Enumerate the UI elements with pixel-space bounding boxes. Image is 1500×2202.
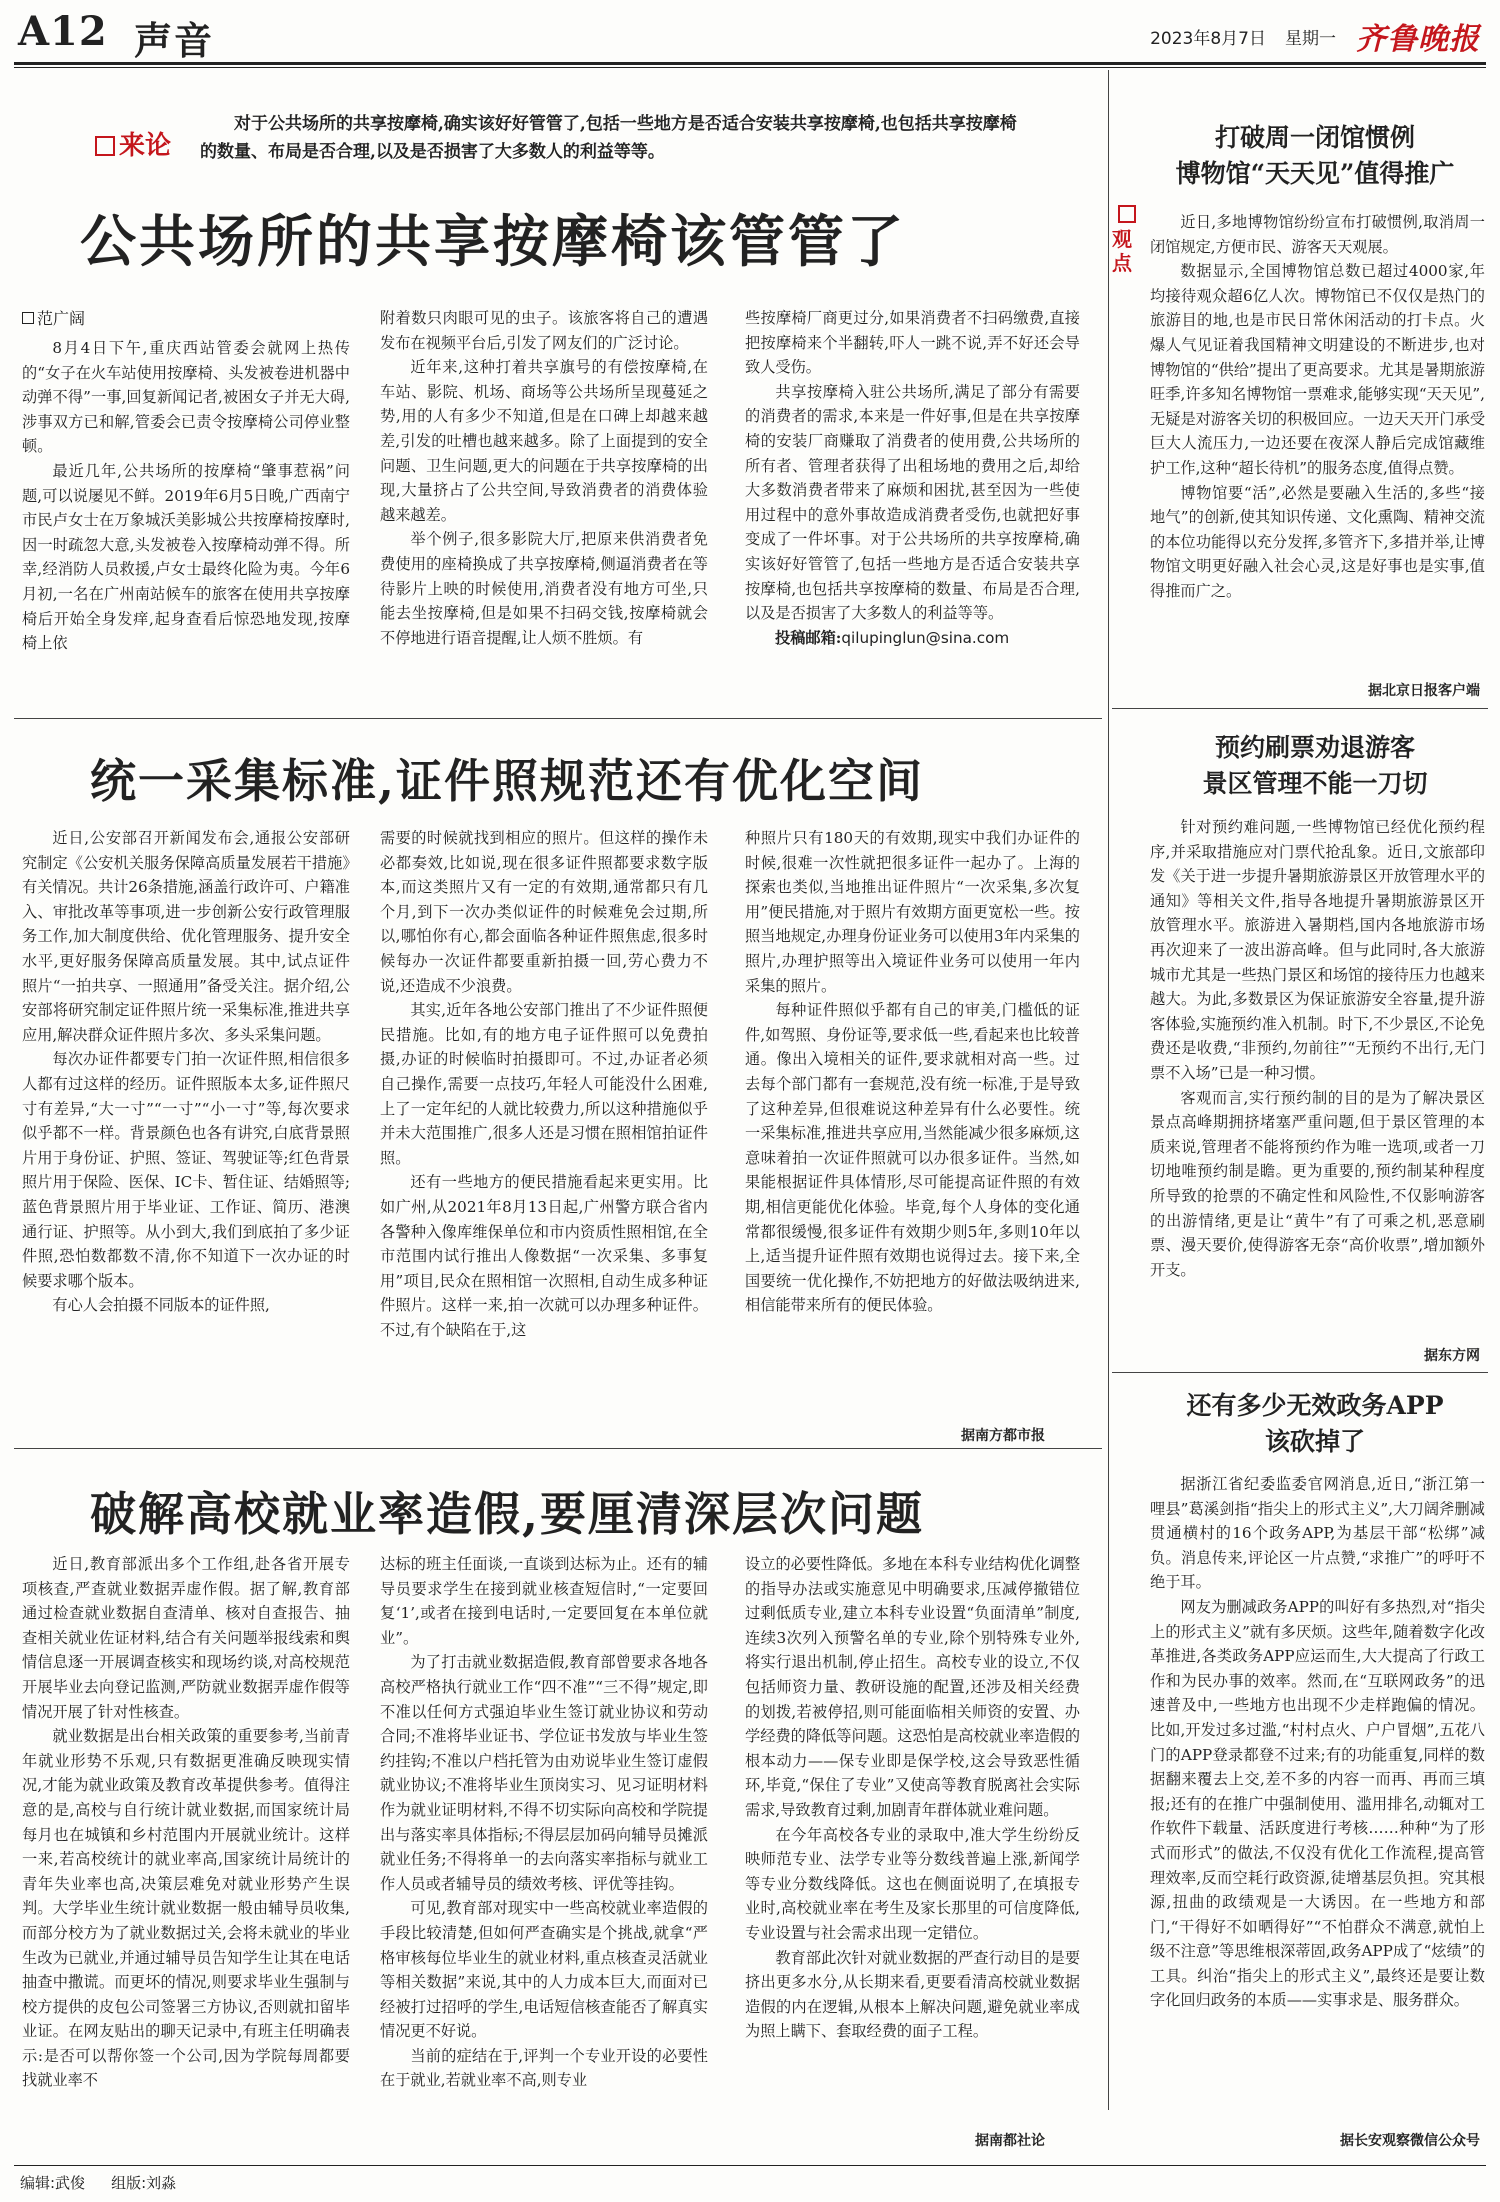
tag-box-icon (1118, 205, 1136, 223)
paragraph: 近年来,这种打着共享旗号的有偿按摩椅,在车站、影院、机场、商场等公共场所呈现蔓延之势,用的人有多少不知道,但是在口碑上却越来越差,引发的吐槽也越来越多。除了上面提到的安全问题、卫生问题,更大的问题在于共享按摩椅的出现,大量挤占了公共空间,导致消费者的消费体验越来越差。 (380, 358, 708, 524)
section-name: 声音 (134, 18, 215, 63)
paragraph: 最近几年,公共场所的按摩椅“肇事惹祸”问题,可以说屡见不鲜。2019年6月5日晚,广西南宁市民卢女士在万象城沃美影城公共按摩椅按摩时,因一时疏忽大意,头发被卷入按摩椅动弹不得。所幸,经消防人员救援,卢女士最终化险为夷。今年6月初,一名在广州南站候车的旅客在使用共享按摩椅后开始全身发痒,起身查看后惊恐地发现,按摩椅上依 (22, 461, 350, 653)
layout-credit: 组版:刘淼 (111, 2174, 177, 2192)
article-3-col-3 (745, 1552, 1080, 2127)
article-1-col-3 (745, 306, 1080, 708)
paragraph: 达标的班主任面谈,一直谈到达标为止。还有的辅导员要求学生在接到就业核查短信时,“一定要回复‘1’,或者在接到电话时,一定要回复在本单位就业”。 (380, 1555, 708, 1647)
header-rule (14, 62, 1486, 65)
issue-weekday: 星期一 (1285, 29, 1336, 49)
paragraph: 每种证件照似乎都有自己的审美,门槛低的证件,如驾照、身份证等,要求低一些,看起来也比较普通。像出入境相关的证件,要求就相对高一些。过去每个部门都有一套规范,没有统一标准,于是导致了这种差异,但很难说这种差异有什么必要性。统一采集标准,推进共享应用,当然能减少很多麻烦,这意味着拍一次证件照就可以办很多证件。当然,如果能根据证件具体情形,尽可能提高证件照的有效期,相信更能优化体验。毕竟,每个人身体的变化通常都很缓慢,很多证件有效期少则5年,多则10年以上,适当提升证件照有效期也说得过去。接下来,全国要统一优化操作,不妨把地方的好做法吸纳进来,相信能带来所有的便民体验。 (745, 1001, 1080, 1315)
paragraph: 近日,多地博物馆纷纷宣布打破惯例,取消周一闭馆规定,方便市民、游客天天观展。 (1150, 213, 1485, 256)
paragraph: 举个例子,很多影院大厅,把原来供消费者免费使用的座椅换成了共享按摩椅,侧逼消费者在等待影片上映的时候使用,消费者没有地方可坐,只能去坐按摩椅,但是如果不扫码交钱,按摩椅就会不停地进行语音提醒,让人烦不胜烦。有 (380, 530, 708, 647)
submission-email: 投稿邮箱:qilupinglun@sina.com (775, 628, 1010, 647)
paragraph: 网友为删减政务APP的叫好有多热烈,对“指尖上的形式主义”就有多厌烦。这些年,随着数字化改革推进,各类政务APP应运而生,大大提高了行政工作和为民办事的效率。然而,在“互联网政务”的迅速普及中,一些地方也出现不少走样跑偏的情况。比如,开发过多过滥,“村村点火、户户冒烟”,五花八门的APP登录都登不过来;有的功能重复,同样的数据翻来覆去上交,差不多的内容一而再、再而三填报;还有的在推广中强制使用、滥用排名,动辄对工作软件下载量、活跃度进行考核……种种“为了形式而形式”的做法,不仅没有优化工作流程,提高管理效率,反而空耗行政资源,徒增基层负担。究其根源,扭曲的政绩观是一大诱因。在一些地方和部门,“干得好不如晒得好”“不怕群众不满意,就怕上级不注意”等思维根深蒂固,政务APP成了“炫绩”的工具。纠治“指尖上的形式主义”,最终还是要让数字化回归政务的本质——实事求是、服务群众。 (1150, 1597, 1485, 2010)
sidebar-item-2-body (1150, 815, 1485, 1345)
paragraph: 还有一些地方的便民措施看起来更实用。比如广州,从2021年8月13日起,广州警方联合省内各警种入像库维保单位和市内资质性照相馆,在全市范围内试行推出人像数据“一次采集、多事复用”项目,民众在照相馆一次照相,自动生成多种证件照片。这样一来,拍一次就可以办理多种证件。不过,有个缺陷在于,这 (380, 1173, 708, 1339)
newspaper-logo: 齐鲁晚报 (1356, 22, 1480, 57)
paragraph: 近日,公安部召开新闻发布会,通报公安部研究制定《公安机关服务保障高质量发展若干措施》有关情况。共计26条措施,涵盖行政许可、户籍准入、审批改革等事项,进一步创新公安行政管理服务工作,加大制度供给、优化管理服务、提升安全水平,更好服务保障高质量发展。其中,试点证件照片“一拍共享、一照通用”备受关注。据介绍,公安部将研究制定证件照片统一采集标准,推进共享应用,解决群众证件照片多次、多头采集问题。 (22, 829, 350, 1044)
paragraph: 设立的必要性降低。多地在本科专业结构优化调整的指导办法或实施意见中明确要求,压减停撤错位过剩低质专业,建立本科专业设置“负面清单”制度,连续3次列入预警名单的专业,除个别特殊专业外,将实行退出机制,停止招生。高校专业的设立,不仅包括师资力量、教研设施的配置,还涉及相关经费的划拨,若被停招,则可能面临相关师资的安置、办学经费的降低等问题。这恐怕是高校就业率造假的根本动力——保专业即是保学校,这会导致恶性循环,毕竟,“保住了专业”又使高等教育脱离社会实际需求,导致教育过剩,加剧青年群体就业难问题。 (745, 1555, 1080, 1819)
sidebar-item-1-body (1150, 210, 1485, 680)
article-3-title: 破解高校就业率造假,要厘清深层次问题 (90, 1487, 925, 1541)
article-2-source: 据南方都市报 (961, 1428, 1045, 1444)
article-1-col-1 (22, 336, 350, 708)
page-footer (20, 2172, 176, 2193)
sidebar-divider (1112, 1372, 1488, 1373)
article-2-col-3 (745, 826, 1080, 1424)
paragraph: 数据显示,全国博物馆总数已超过4000家,年均接待观众超6亿人次。博物馆已不仅仅是热门的旅游目的地,也是市民日常休闲活动的打卡点。火爆人气见证着我国精神文明建设的不断进步,也对博物馆的“供给”提出了更高要求。尤其是暑期旅游旺季,许多知名博物馆一票难求,能够实现“天天见”,无疑是对游客关切的积极回应。一边天天开门承受巨大人流压力,一边还要在夜深人静后完成馆藏维护工作,这种“超长待机”的服务态度,值得点赞。 (1150, 262, 1485, 477)
paragraph: 每次办证件都要专门拍一次证件照,相信很多人都有过这样的经历。证件照版本太多,证件照尺寸有差异,“大一寸”“一寸”“小一寸”等,每次要求似乎都不一样。背景颜色也各有讲究,白底背景照片用于身份证、护照、签证、驾驶证等;红色背景照片用于保险、医保、IC卡、暂住证、结婚照等;蓝色背景照片用于毕业证、工作证、简历、港澳通行证、护照等。从小到大,我们到底拍了多少证件照,恐怕数都数不清,你不知道下一次办证的时候要求哪个版本。 (22, 1050, 350, 1290)
paragraph: 附着数只肉眼可见的虫子。该旅客将自己的遭遇发布在视频平台后,引发了网友们的广泛讨论。 (380, 309, 708, 352)
paragraph: 就业数据是出台相关政策的重要参考,当前青年就业形势不乐观,只有数据更准确反映现实情况,才能为就业政策及教育改革提供参考。值得注意的是,高校与自行统计就业数据,而国家统计局每月也在城镇和乡村范围内开展就业统计。这样一来,若高校统计的就业率高,国家统计局统计的青年失业率也高,决策层难免对就业形势产生误判。大学毕业生统计就业数据一般由辅导员收集,而部分校方为了就业数据过关,会将未就业的毕业生改为已就业,并通过辅导员告知学生让其在电话抽查中撒谎。而更坏的情况,则要求毕业生强制与校方提供的皮包公司签署三方协议,否则就扣留毕业证。在网友贴出的聊天记录中,有班主任明确表示:是否可以帮你签一个公司,因为学院每周都要找就业率不 (22, 1727, 350, 2090)
article-2-col-1 (22, 826, 350, 1444)
paragraph: 种照片只有180天的有效期,现实中我们办证件的时候,很难一次性就把很多证件一起办了。上海的探索也类似,当地推出证件照片“一次采集,多次复用”便民措施,对于照片有效期方面更宽松一些。按照当地规定,办理身份证业务可以使用3年内采集的照片,办理护照等出入境证件业务可以使用一年内采集的照片。 (745, 829, 1080, 995)
paragraph: 共享按摩椅入驻公共场所,满足了部分有需要的消费者的需求,本来是一件好事,但是在共享按摩椅的安装厂商赚取了消费者的使用费,公共场所的所有者、管理者获得了出租场地的费用之后,却给大多数消费者带来了麻烦和困扰,甚至因为一些使用过程中的意外事故造成消费者受伤,也就把好事变成了一件坏事。对于公共场所的共享按摩椅,确实该好好管管了,包括一些地方是否适合安装共享按摩椅,也包括共享按摩椅的数量、布局是否合理,以及是否损害了大多数人的利益等等。 (745, 382, 1080, 623)
paragraph: 客观而言,实行预约制的目的是为了解决景区景点高峰期拥挤堵塞严重问题,但于景区管理的本质来说,管理者不能将预约作为唯一选项,或者一刀切地唯预约制是瞻。更为重要的,预约制某种程度所导致的抢票的不确定性和风险性,不仅影响游客的出游情绪,更是让“黄牛”有了可乘之机,恶意刷票、漫天要价,使得游客无奈“高价收票”,增加额外开支。 (1150, 1088, 1485, 1279)
sidebar-tag: 观点 (1112, 205, 1142, 275)
paragraph: 其实,近年各地公安部门推出了不少证件照便民措施。比如,有的地方电子证件照可以免费拍摄,办证的时候临时拍摄即可。不过,办证者必须自己操作,需要一点技巧,年轻人可能没什么困难,上了一定年纪的人就比较费力,所以这种措施似乎并未大范围推广,很多人还是习惯在照相馆拍证件照。 (380, 1001, 708, 1167)
article-3-col-1 (22, 1552, 350, 2150)
article-2-col-2 (380, 826, 708, 1444)
page-number: A12 (18, 8, 108, 55)
paragraph: 为了打击就业数据造假,教育部曾要求各地各高校严格执行就业工作“四不准”“三不得”规定,即不准以任何方式强迫毕业生签订就业协议和劳动合同;不准将毕业证书、学位证书发放与毕业生签约挂钩;不准以户档托管为由劝说毕业生签订虚假就业协议;不准将毕业生顶岗实习、见习证明材料作为就业证明材料,不得不切实际向高校和学院提出与落实率具体指标;不得层层加码向辅导员摊派就业任务;不得将单一的去向落实率指标与就业工作人员或者辅导员的绩效考核、评优等挂钩。 (380, 1653, 708, 1893)
article-1-title: 公共场所的共享按摩椅该管管了 (80, 209, 906, 275)
header-rule-thin (14, 67, 1486, 68)
editor-credit: 编辑:武俊 (20, 2174, 86, 2192)
byline-box-icon (22, 312, 34, 324)
sidebar-item-3-title: 还有多少无效政务APP 该砍掉了 (1186, 1391, 1444, 1456)
paragraph: 有心人会拍摄不同版本的证件照, (52, 1296, 270, 1315)
paragraph: 可见,教育部对现实中一些高校就业率造假的手段比较清楚,但如何严查确实是个挑战,就拿“严格审核每位毕业生的就业材料,重点核查灵活就业等相关数据”来说,其中的人力成本巨大,而面对已经被打过招呼的学生,电话短信核查能否了解真实情况更不好说。 (380, 1899, 708, 2041)
paragraph: 博物馆要“活”,必然是要融入生活的,多些“接地气”的创新,使其知识传递、文化熏陶、精神交流的本位功能得以充分发挥,多管齐下,多措并举,让博物馆文明更好融入社会心灵,这是好事也是实事,值得推而广之。 (1150, 483, 1485, 600)
opinion-tag: 来论 (95, 125, 171, 162)
sidebar-divider (1112, 708, 1488, 709)
sidebar-item-2-source: 据东方网 (1424, 1348, 1480, 1364)
paragraph: 些按摩椅厂商更过分,如果消费者不扫码缴费,直接把按摩椅来个半翻转,吓人一跳不说,弄不好还会导致人受伤。 (745, 309, 1080, 377)
byline: 范广阔 (22, 306, 85, 329)
sidebar-item-3-source: 据长安观察微信公众号 (1340, 2133, 1480, 2149)
sidebar-item-1-source: 据北京日报客户端 (1368, 683, 1480, 699)
section-divider (14, 718, 1102, 719)
article-1-col-2 (380, 306, 708, 708)
lead-intro: 对于公共场所的共享按摩椅,确实该好好管管了,包括一些地方是否适合安装共享按摩椅,也包括共享按摩椅的数量、布局是否合理,以及是否损害了大多数人的利益等等。 (200, 114, 1017, 162)
paragraph: 在今年高校各专业的录取中,准大学生纷纷反映师范专业、法学专业等分数线普遍上涨,新闻学等专业分数线降低。这也在侧面说明了,在填报专业时,高校就业率在考生及家长那里的可信度降低,专业设置与社会需求出现一定错位。 (745, 1825, 1080, 1942)
sidebar-item-2-title: 预约刷票劝退游客 景区管理不能一刀切 (1202, 733, 1428, 798)
issue-date: 2023年8月7日 (1150, 29, 1266, 49)
tag-box-icon (95, 136, 115, 156)
column-divider (1108, 70, 1109, 2110)
paragraph: 教育部此次针对就业数据的严查行动目的是要挤出更多水分,从长期来看,更要看清高校就业数据造假的内在逻辑,从根本上解决问题,避免就业率成为照上瞒下、套取经费的面子工程。 (745, 1948, 1080, 2041)
sidebar-item-1-title: 打破周一闭馆惯例 博物馆“天天见”值得推广 (1175, 123, 1455, 188)
paragraph: 需要的时候就找到相应的照片。但这样的操作未必都奏效,比如说,现在很多证件照都要求数字版本,而这类照片又有一定的有效期,通常都只有几个月,到下一次办类似证件的时候难免会过期,所以,哪怕你有心,都会面临各种证件照焦虑,很多时候每办一次证件都要重新拍摄一回,劳心费力不说,还造成不少浪费。 (380, 829, 708, 995)
page-header (14, 8, 1486, 66)
sidebar-item-3-body (1150, 1472, 1485, 2127)
section-divider (14, 1448, 1102, 1449)
article-3-col-2 (380, 1552, 708, 2150)
paragraph: 据浙江省纪委监委官网消息,近日,“浙江第一哩县”葛溪剑指“指尖上的形式主义”,大刀阔斧删减贯通横村的16个政务APP,为基层干部“松绑”减负。消息传来,评论区一片点赞,“求推广”的呼吁不绝于耳。 (1150, 1475, 1485, 1592)
article-2-title: 统一采集标准,证件照规范还有优化空间 (90, 754, 925, 808)
paragraph: 当前的症结在于,评判一个专业开设的必要性在于就业,若就业率不高,则专业 (380, 2046, 708, 2090)
paragraph: 8月4日下午,重庆西站管委会就网上热传的“女子在火车站使用按摩椅、头发被卷进机器中动弹不得”一事,回复新闻记者,被困女子并无大碍,涉事双方已和解,管委会已责令按摩椅公司停业整顿。 (22, 339, 350, 456)
paragraph: 近日,教育部派出多个工作组,赴各省开展专项核查,严查就业数据弄虚作假。据了解,教育部通过检查就业数据自查清单、核对自查报告、抽查相关就业佐证材料,结合有关问题举报线索和舆情信息逐一开展调查核实和现场约谈,对高校规范开展毕业去向登记监测,严防就业数据弄虚作假等情况开展了针对性核查。 (22, 1555, 350, 1721)
article-3-source: 据南都社论 (975, 2133, 1045, 2149)
paragraph: 针对预约难问题,一些博物馆已经优化预约程序,并采取措施应对门票代抢乱象。近日,文旅部印发《关于进一步提升暑期旅游景区开放管理水平的通知》等相关文件,指导各地提升暑期旅游景区开放管理水平。旅游进入暑期档,国内各地旅游市场再次迎来了一波出游高峰。但与此同时,各大旅游城市尤其是一些热门景区和场馆的接待压力也越来越大。为此,多数景区为保证旅游安全容量,提升游客体验,实施预约准入机制。时下,不少景区,不论免费还是收费,“非预约,勿前往”“无预约不出行,无门票不入场”已是一种习惯。 (1150, 818, 1485, 1082)
footer-rule (14, 2165, 1486, 2166)
